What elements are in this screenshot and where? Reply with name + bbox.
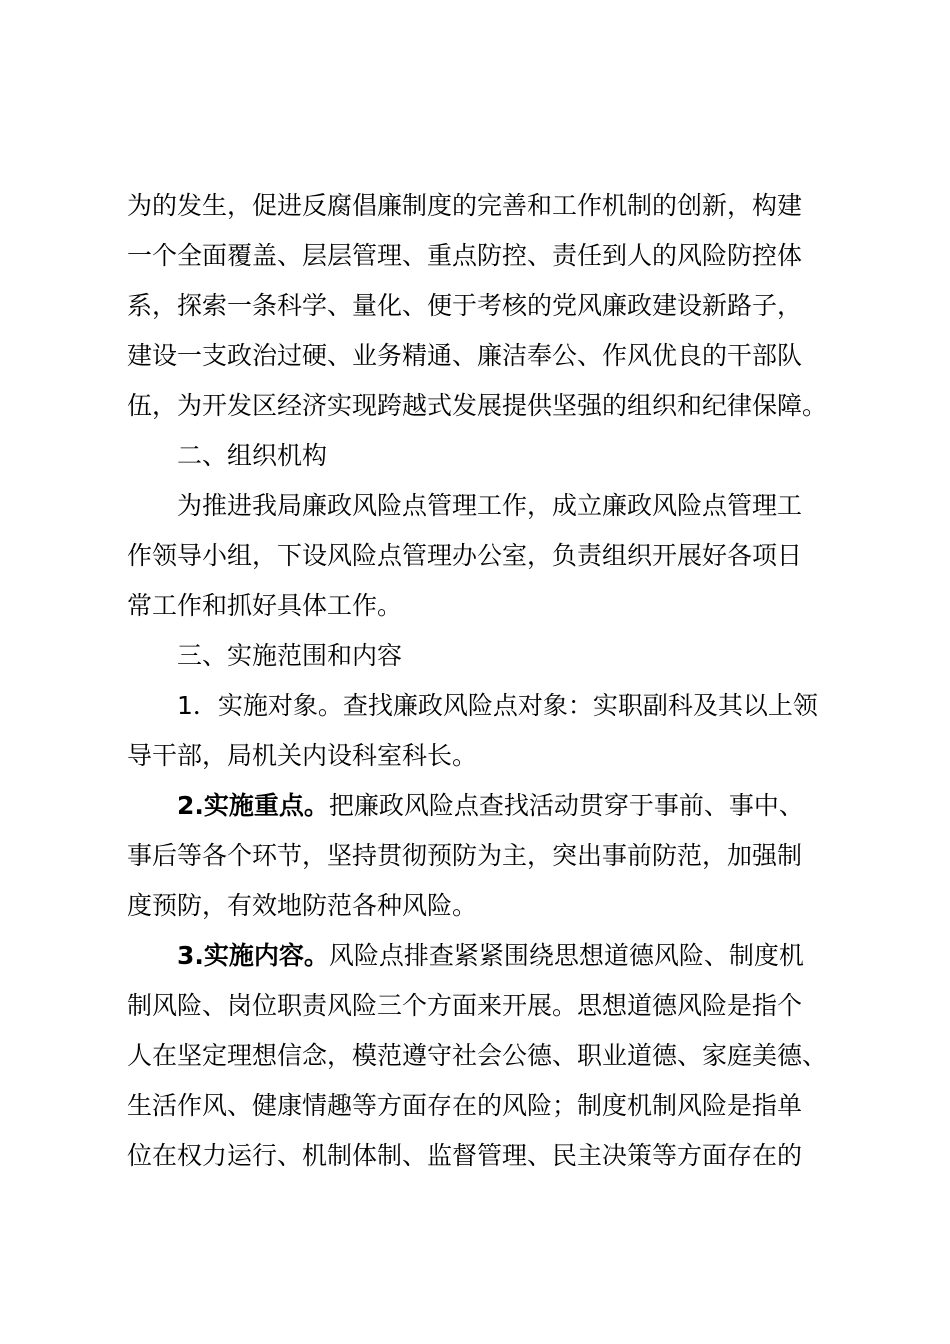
paragraph-line — [127, 931, 847, 981]
paragraph-line: 一个全面覆盖、层层管理、重点防控、责任到人的风险防控体 — [127, 241, 803, 270]
paragraph-line: 人在坚定理想信念，模范遵守社会公德、职业道德、家庭美德、 — [127, 1041, 828, 1070]
item-text: 把廉政风险点查找活动贯穿于事前、事中、 — [328, 791, 804, 820]
paragraph-line: 度预防，有效地防范各种风险。 — [127, 891, 478, 920]
paragraph-line: 制风险、岗位职责风险三个方面来开展。思想道德风险是指个 — [127, 991, 803, 1020]
paragraph-line: 生活作风、健康情趣等方面存在的风险；制度机制风险是指单 — [127, 1091, 803, 1120]
paragraph-line: 导干部，局机关内设科室科长。 — [127, 741, 478, 770]
paragraph-line: 伍，为开发区经济实现跨越式发展提供坚强的组织和纪律保障。 — [127, 391, 828, 420]
paragraph-line: 为推进我局廉政风险点管理工作，成立廉政风险点管理工 — [177, 491, 803, 520]
item-lead: 2.实施重点。 — [177, 791, 329, 820]
paragraph-line: 建设一支政治过硬、业务精通、廉洁奉公、作风优良的干部队 — [127, 341, 803, 370]
paragraph-line: 位在权力运行、机制体制、监督管理、民主决策等方面存在的 — [127, 1141, 803, 1170]
paragraph-line: 系，探索一条科学、量化、便于考核的党风廉政建设新路子， — [127, 291, 803, 320]
document-body — [127, 181, 847, 1181]
paragraph-line: 为的发生，促进反腐倡廉制度的完善和工作机制的创新，构建 — [127, 191, 803, 220]
paragraph-line: 常工作和抓好具体工作。 — [127, 591, 403, 620]
paragraph-line — [127, 781, 847, 831]
section-heading: 二、组织机构 — [177, 441, 328, 470]
paragraph-line: 作领导小组，下设风险点管理办公室，负责组织开展好各项日 — [127, 541, 803, 570]
item-lead: 3.实施内容。 — [177, 941, 329, 970]
paragraph-line: 事后等各个环节，坚持贯彻预防为主，突出事前防范，加强制 — [127, 841, 803, 870]
section-heading: 三、实施范围和内容 — [177, 641, 403, 670]
item-text: 风险点排查紧紧围绕思想道德风险、制度机 — [328, 941, 804, 970]
paragraph-line: 1．实施对象。查找廉政风险点对象：实职副科及其以上领 — [177, 691, 818, 720]
